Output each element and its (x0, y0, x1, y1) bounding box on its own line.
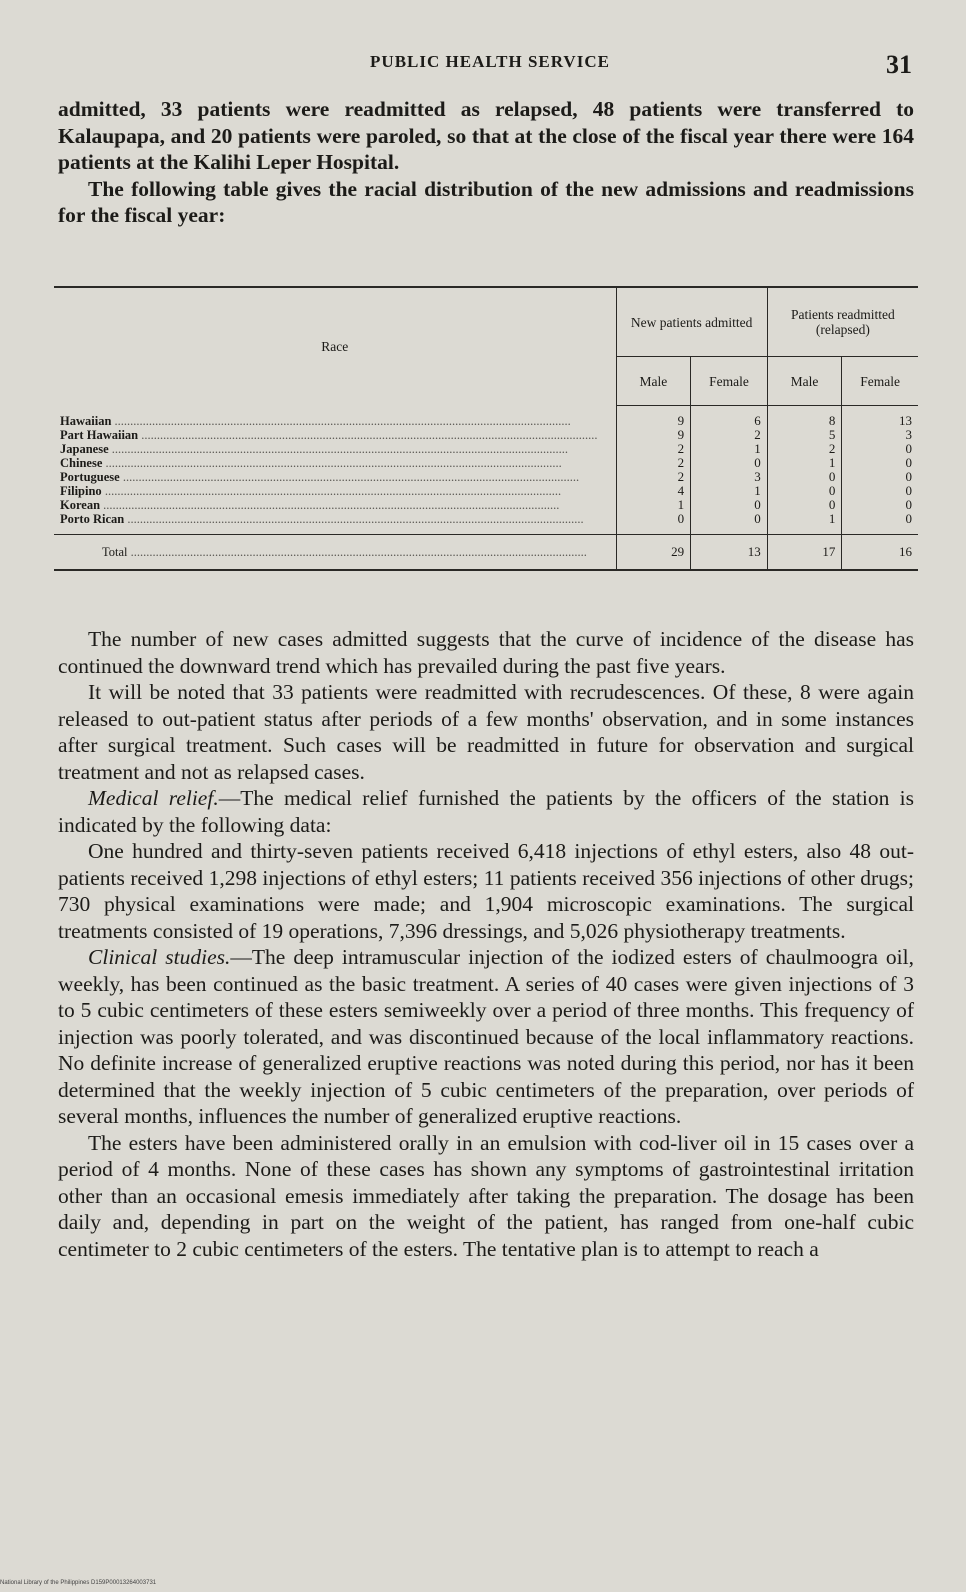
table-row (54, 428, 918, 442)
table-row (54, 456, 918, 470)
re-female-cell: 0 (842, 484, 918, 498)
total-new-female: 13 (691, 535, 768, 571)
race-cell: Chinese ..... (54, 456, 616, 470)
body-text (58, 626, 914, 1262)
new-female-cell: 1 (691, 484, 768, 498)
new-female-cell: 0 (691, 456, 768, 470)
paragraph-text: —The deep intramuscular injection of the iodized esters of chaulmoogra oil, weekly, has been continued as the basic treatment. A series of 40 cases were given injections of 3 to 5 cubic centimeters of these esters semiweekly over a period of three months. This frequency of injection was poorly tolerated, and was discontinued because of the local inflammatory reactions. No definite increase of generalized eruptive reactions was noted during this period, nor has it been determined that the weekly injection of 5 cubic centimeters of the preparation, over periods of several months, influences the number of generalized eruptive reactions. (58, 945, 915, 1128)
table (54, 286, 918, 571)
new-male-cell: 9 (616, 428, 691, 442)
paragraph-oral-administration: The esters have been administered orally in an emulsion with cod-liver oil in 15 cases over a period of 4 months. None of these cases has shown any symptoms of gastrointestinal irritation other than an occasional emesis immediately after taking the preparation. The dosage has been daily and, depending in part on the weight of the patient, has ranged from one-half cubic centimeter to 2 cubic centimeters of the esters. The tentative plan is to attempt to reach a (58, 1130, 914, 1261)
total-new-male: 29 (616, 535, 691, 571)
table-row (54, 498, 918, 512)
table-row (54, 470, 918, 484)
table-total-row (54, 535, 918, 571)
paragraph-table-intro: The following table gives the racial distribution of the new admissions and readmissions for the fiscal year: (58, 176, 914, 227)
new-female-cell: 6 (691, 406, 768, 429)
total-re-female: 16 (842, 535, 918, 571)
re-male-cell: 1 (767, 512, 842, 535)
re-male-cell: 2 (767, 442, 842, 456)
runin-heading: Medical relief. (88, 786, 219, 810)
new-male-cell: 1 (616, 498, 691, 512)
new-patients-header: New patients admitted (616, 287, 767, 357)
re-female-cell: 13 (842, 406, 918, 429)
race-cell: Part Hawaiian ..... (54, 428, 616, 442)
paragraph-medical-relief (58, 785, 914, 838)
re-female-cell: 0 (842, 512, 918, 535)
new-male-cell: 4 (616, 484, 691, 498)
race-cell: Portuguese ..... (54, 470, 616, 484)
re-male-cell: 5 (767, 428, 842, 442)
new-male-header: Male (616, 357, 691, 406)
new-female-header: Female (691, 357, 768, 406)
race-cell: Japanese ..... (54, 442, 616, 456)
total-label: Total ..... (54, 535, 616, 571)
new-female-cell: 0 (691, 512, 768, 535)
table-row (54, 512, 918, 535)
race-cell: Filipino ..... (54, 484, 616, 498)
re-male-cell: 8 (767, 406, 842, 429)
re-male-cell: 0 (767, 470, 842, 484)
re-male-cell: 0 (767, 484, 842, 498)
paragraph-injections: One hundred and thirty-seven patients received 6,418 injections of ethyl esters, also 48 out-patients received 1,298 injections of ethyl esters; 11 patients received 356 injections of other drugs; 730 physical examinations were made; and 1,904 microscopic examinations. The surgical treatments consisted of 19 operations, 7,396 dressings, and 5,026 physiotherapy treatments. (58, 839, 914, 943)
new-male-cell: 2 (616, 456, 691, 470)
re-female-cell: 0 (842, 456, 918, 470)
intro-text (58, 96, 914, 229)
total-re-male: 17 (767, 535, 842, 571)
new-female-cell: 3 (691, 470, 768, 484)
re-male-cell: 1 (767, 456, 842, 470)
table-row (54, 484, 918, 498)
paragraph-clinical-studies (58, 944, 914, 1130)
race-cell: Porto Rican ..... (54, 512, 616, 535)
new-male-cell: 0 (616, 512, 691, 535)
re-male-cell: 0 (767, 498, 842, 512)
new-female-cell: 2 (691, 428, 768, 442)
race-column-header: Race (321, 339, 349, 355)
page-header (60, 50, 920, 90)
runin-heading: Clinical studies. (88, 945, 231, 969)
race-cell: Korean ..... (54, 498, 616, 512)
new-male-cell: 2 (616, 470, 691, 484)
re-female-header: Female (842, 357, 918, 406)
table-row (54, 442, 918, 456)
paragraph-recrudescences: It will be noted that 33 patients were readmitted with recrudescences. Of these, 8 were again released to out-patient status after periods of a few months' observation, and in some instances after surgical treatment. Such cases will be readmitted in future for observation and surgical treatment and not as relapsed cases. (58, 680, 914, 784)
scan-watermark: National Library of the Philippines D159P00013264003731 (0, 1580, 157, 1586)
page-number: 31 (886, 50, 912, 79)
table-row (54, 406, 918, 429)
new-male-cell: 9 (616, 406, 691, 429)
paragraph-incidence: The number of new cases admitted suggests that the curve of incidence of the disease has continued the downward trend which has prevailed during the past five years. (58, 627, 914, 678)
race-cell: Hawaiian ..... (54, 406, 616, 429)
running-head: PUBLIC HEALTH SERVICE (370, 52, 610, 71)
paragraph-text: —The medical relief furnished the patients by the officers of the station is indicated by the following data: (58, 786, 914, 837)
re-female-cell: 0 (842, 442, 918, 456)
readmitted-header: Patients readmitted (relapsed) (767, 287, 918, 357)
table-header-row (54, 287, 918, 357)
race-distribution-table (54, 286, 918, 606)
new-female-cell: 0 (691, 498, 768, 512)
new-female-cell: 1 (691, 442, 768, 456)
re-male-header: Male (767, 357, 842, 406)
paragraph-continued: admitted, 33 patients were readmitted as relapsed, 48 patients were transferred to Kalaupapa, and 20 patients were paroled, so that at the close of the fiscal year there were 164 patients at the Kalihi Leper Hospital. (58, 97, 914, 174)
re-female-cell: 0 (842, 498, 918, 512)
new-male-cell: 2 (616, 442, 691, 456)
re-female-cell: 3 (842, 428, 918, 442)
re-female-cell: 0 (842, 470, 918, 484)
